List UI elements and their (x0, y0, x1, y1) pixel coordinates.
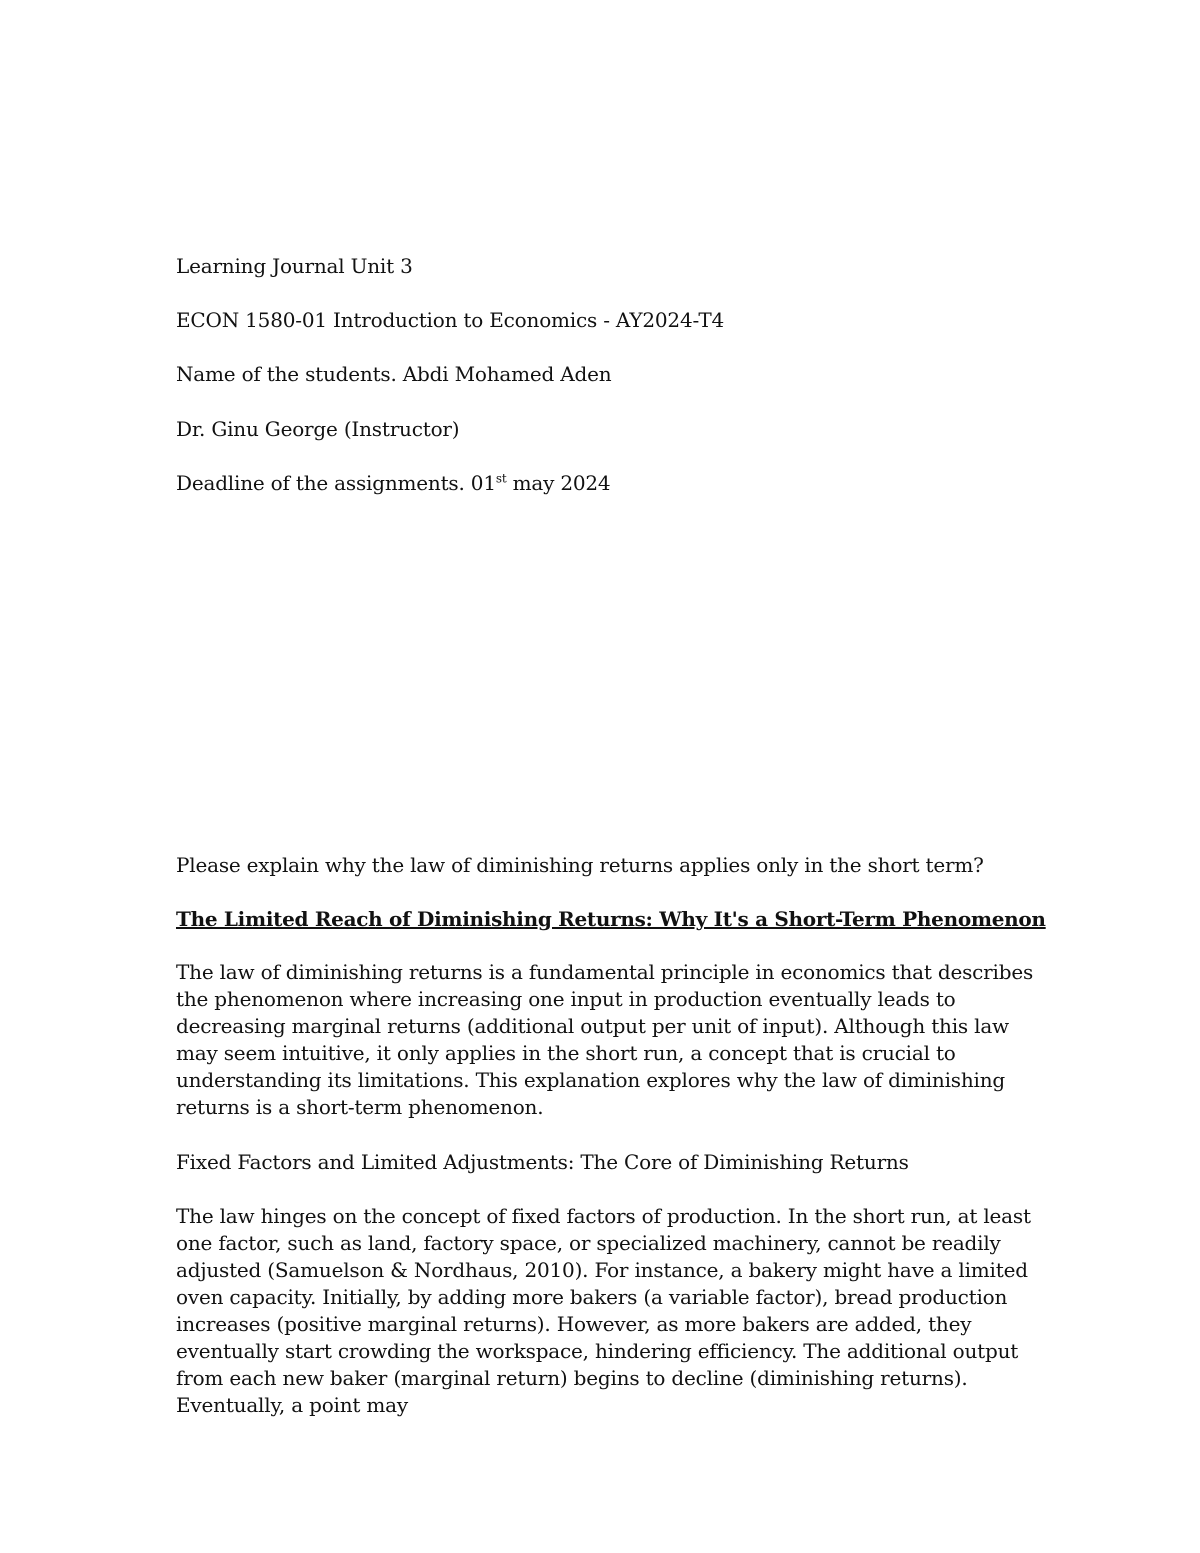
section-heading: Fixed Factors and Limited Adjustments: The Core of Diminishing Returns (176, 1150, 909, 1174)
essay-title: The Limited Reach of Diminishing Returns: Why It's a Short-Term Phenomenon (176, 907, 1046, 931)
paragraph-fixed-factors: The law hinges on the concept of fixed factors of production. In the short run, at least one factor, such as land, factory space, or specialized machinery, cannot be readily adjusted (Samuelson & Nordhaus, 2010). For instance, a bakery might have a limited oven capacity. Initially, by adding more bakers (a variable factor), bread production increases (positive marginal returns). However, as more bakers are added, they eventually start crowding the workspace, hindering efficiency. The additional output from each new baker (marginal return) begins to decline (diminishing returns). Eventually, a point may (176, 1204, 1031, 1417)
question-line: Please explain why the law of diminishing returns applies only in the short term? (176, 853, 984, 877)
course-line: ECON 1580-01 Introduction to Economics - AY2024-T4 (176, 308, 724, 332)
paragraph-intro: The law of diminishing returns is a fundamental principle in economics that describes the phenomenon where increasing one input in production eventually leads to decreasing marginal returns (additional output per unit of input). Although this law may seem intuitive, it only applies in the short run, a concept that is crucial to understanding its limitations. This explanation explores why the law of diminishing returns is a short-term phenomenon. (176, 960, 1034, 1119)
deadline-prefix: Deadline of the assignments. 01 (176, 471, 496, 495)
journal-title: Learning Journal Unit 3 (176, 254, 413, 278)
student-name-line: Name of the students. Abdi Mohamed Aden (176, 362, 612, 386)
deadline-rest: may 2024 (506, 471, 611, 495)
deadline-line (176, 469, 610, 497)
instructor-line: Dr. Ginu George (Instructor) (176, 417, 460, 441)
deadline-ordinal: st (495, 471, 507, 486)
